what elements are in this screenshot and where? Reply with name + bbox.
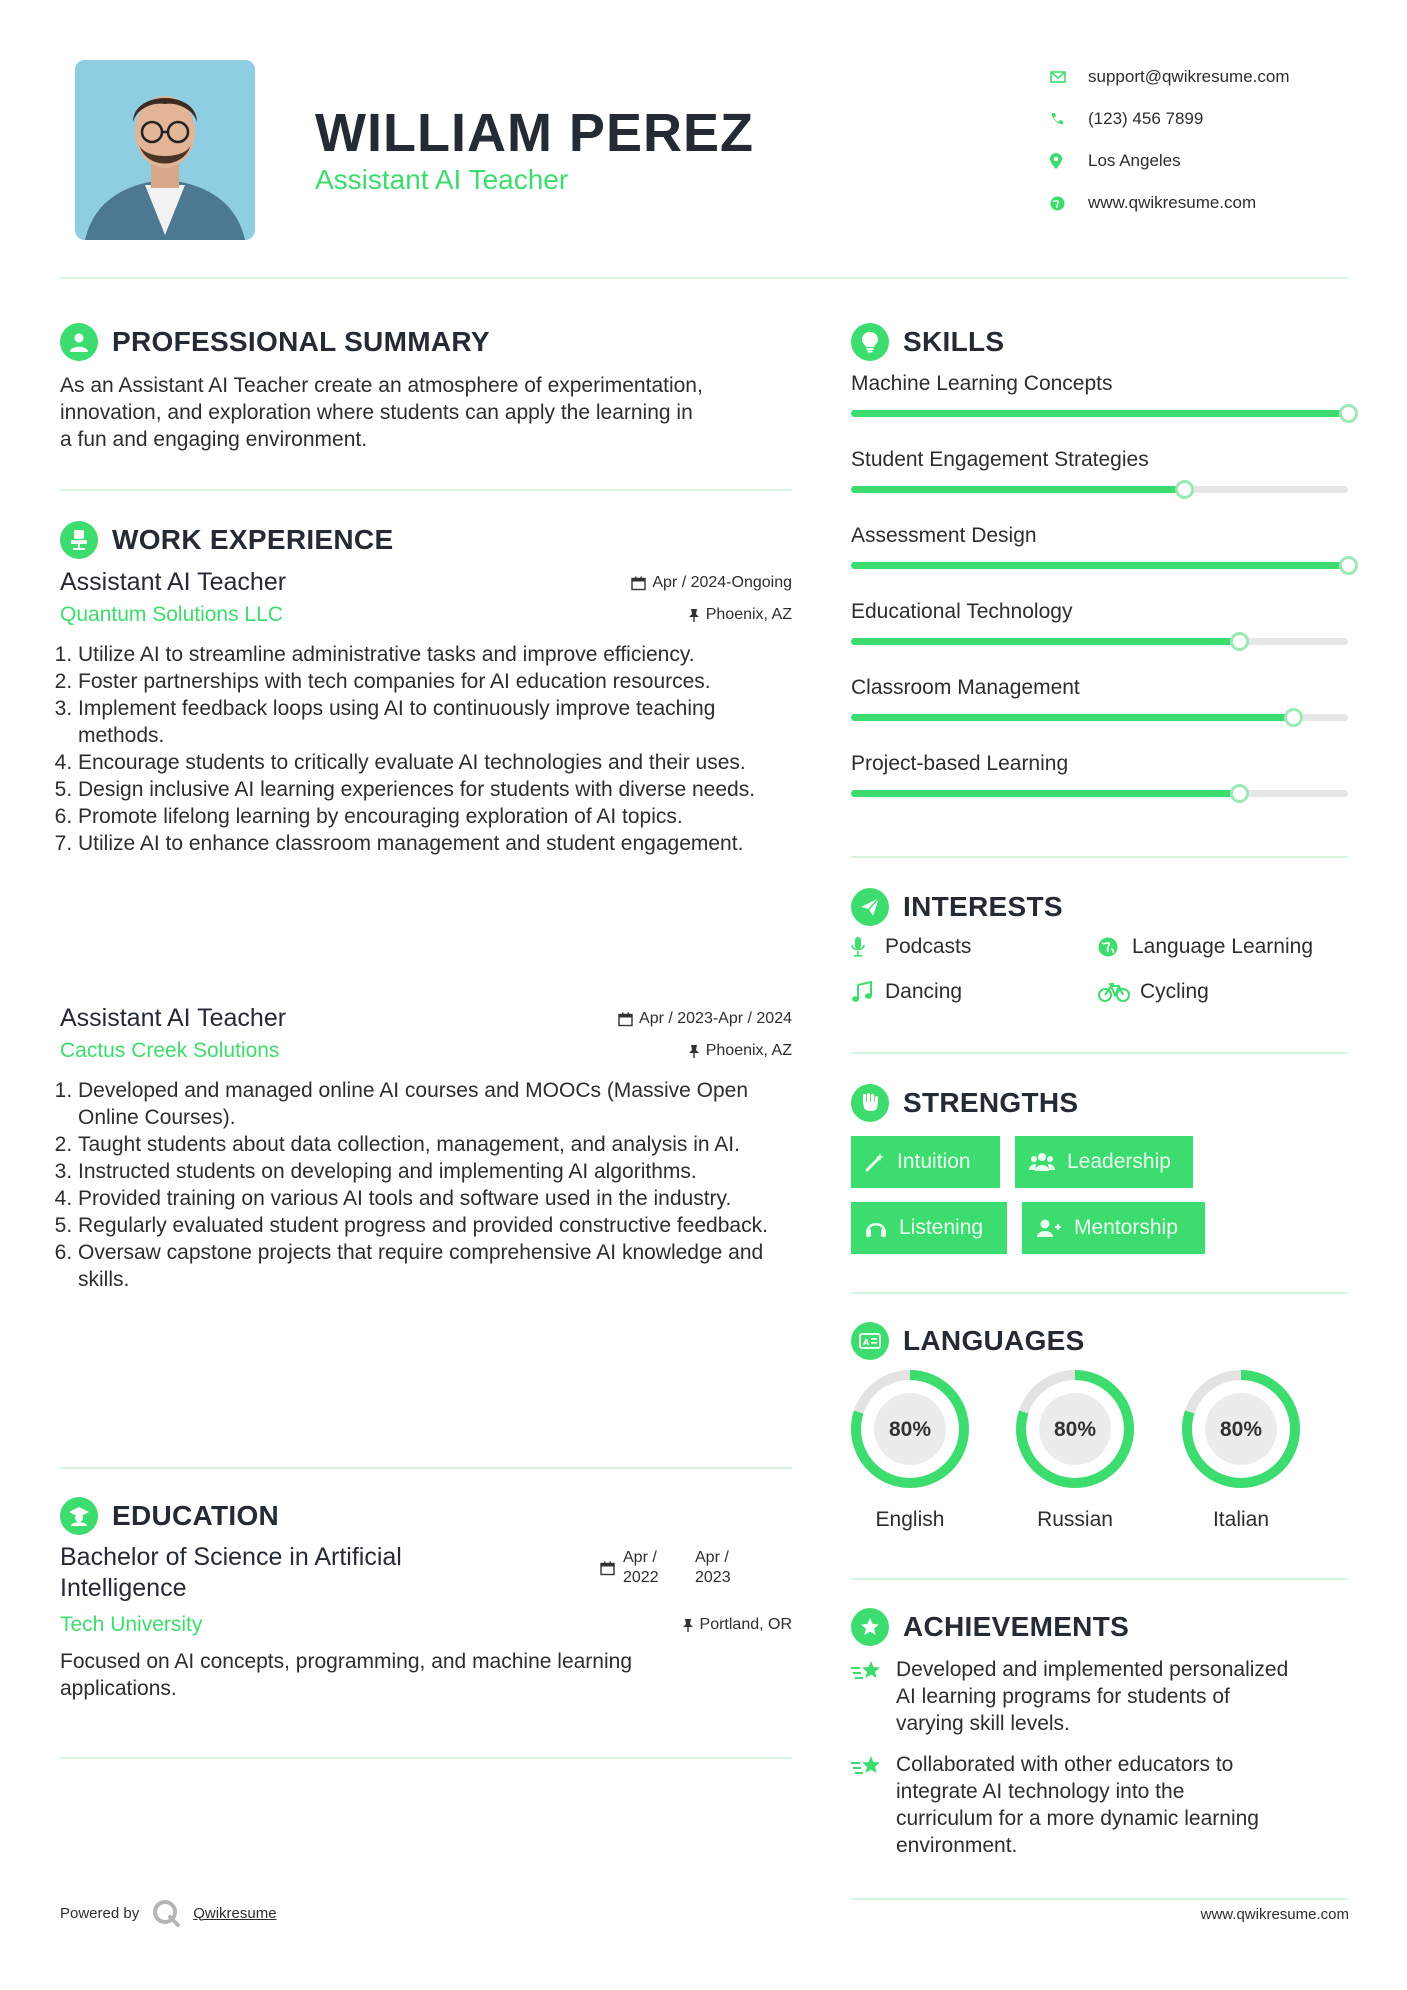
job-duties	[60, 641, 792, 857]
strengths-heading	[851, 1084, 1078, 1122]
achievement-item	[851, 1751, 1351, 1859]
skill-item	[851, 448, 1348, 493]
skill-item	[851, 752, 1348, 797]
skill-fill	[851, 638, 1239, 645]
job-date-text: Apr / 2023-Apr / 2024	[639, 1010, 792, 1027]
shooting-star-icon	[851, 1751, 896, 1859]
language-percent: 80%	[1053, 1418, 1097, 1441]
contact-phone	[1050, 98, 1380, 140]
qwikresume-link[interactable]: Qwikresume	[193, 1904, 277, 1922]
job-location-text: Phoenix, AZ	[705, 1042, 792, 1059]
job-date	[631, 574, 792, 592]
education-dates	[600, 1548, 731, 1588]
strength-chip-listening	[851, 1202, 1007, 1254]
job-entry	[60, 1004, 792, 1293]
interest-label: Podcasts	[885, 935, 972, 958]
language-name: Russian	[1037, 1508, 1113, 1531]
music-note-icon	[851, 981, 879, 1003]
envelope-icon	[1050, 71, 1088, 83]
summary-text	[60, 372, 800, 453]
summary-title: PROFESSIONAL SUMMARY	[112, 326, 490, 357]
list-item: 5. Design inclusive AI learning experiences for students with diverse needs.	[78, 776, 792, 803]
achievements-divider	[851, 1898, 1348, 1900]
job-date-text: Apr / 2024-Ongoing	[652, 574, 792, 591]
strength-label: Mentorship	[1074, 1216, 1178, 1239]
education-location	[682, 1616, 792, 1634]
skill-knob	[1230, 784, 1249, 803]
education-description-line: applications.	[60, 1677, 177, 1700]
svg-text:A: A	[863, 1338, 870, 1347]
work-heading	[60, 521, 393, 559]
pushpin-icon	[688, 608, 700, 623]
skill-knob	[1339, 404, 1358, 423]
interests-divider	[851, 1052, 1348, 1054]
candidate-name: WILLIAM PEREZ	[315, 103, 754, 163]
map-pin-icon	[1050, 153, 1088, 169]
achievement-line: varying skill levels.	[896, 1712, 1070, 1735]
education-end-year: 2023	[695, 1569, 731, 1586]
language-item	[849, 1368, 971, 1532]
skill-fill	[851, 714, 1293, 721]
achievement-text	[896, 1751, 1259, 1859]
language-ring	[1180, 1368, 1302, 1490]
skills-divider	[851, 856, 1348, 858]
avatar-illustration	[75, 60, 255, 240]
interest-language-learning	[1098, 935, 1313, 959]
skill-track	[851, 638, 1348, 645]
summary-divider	[60, 489, 792, 491]
summary-line: As an Assistant AI Teacher create an atmosphere of experimentation,	[60, 374, 703, 397]
skill-fill	[851, 562, 1348, 569]
group-icon	[1029, 1152, 1055, 1172]
skill-knob	[1230, 632, 1249, 651]
job-title: Assistant AI Teacher	[60, 568, 287, 596]
lightbulb-icon	[851, 323, 889, 361]
skill-knob	[1339, 556, 1358, 575]
languages-heading	[851, 1322, 1085, 1360]
skill-item	[851, 600, 1348, 645]
calendar-icon	[600, 1561, 615, 1576]
skill-fill	[851, 790, 1239, 797]
strength-chip-leadership	[1015, 1136, 1193, 1188]
contact-list	[1050, 56, 1380, 224]
interest-dancing	[851, 980, 962, 1004]
graduate-icon	[60, 1497, 98, 1535]
achievement-line: Collaborated with other educators to	[896, 1753, 1234, 1776]
contact-email	[1050, 56, 1380, 98]
strengths-divider	[851, 1292, 1348, 1294]
skill-fill	[851, 410, 1348, 417]
bicycle-icon	[1098, 982, 1134, 1002]
achievement-line: Developed and implemented personalized	[896, 1658, 1289, 1681]
education-school: Tech University	[60, 1613, 203, 1636]
job-title-row	[60, 568, 792, 597]
education-end-month: Apr /	[695, 1549, 729, 1566]
language-percent: 80%	[1219, 1418, 1263, 1441]
skill-track	[851, 410, 1348, 417]
headphones-icon	[865, 1218, 887, 1238]
powered-by-text: Powered by	[60, 1904, 140, 1922]
skill-track	[851, 486, 1348, 493]
education-description	[60, 1648, 792, 1702]
education-description-line: Focused on AI concepts, programming, and machine learning	[60, 1650, 632, 1673]
language-ring	[1014, 1368, 1136, 1490]
skill-item	[851, 524, 1348, 569]
list-item: 1. Utilize AI to streamline administrative tasks and improve efficiency.	[78, 641, 792, 668]
list-item: 2. Foster partnerships with tech companies for AI education resources.	[78, 668, 792, 695]
education-start-month: Apr /	[623, 1549, 657, 1566]
skill-name: Project-based Learning	[851, 752, 1069, 775]
education-start-year: 2022	[623, 1569, 659, 1586]
skill-item	[851, 372, 1348, 417]
achievement-text	[896, 1656, 1288, 1737]
globe-icon	[1098, 937, 1126, 957]
list-item: 4. Encourage students to critically evaluate AI technologies and their uses.	[78, 749, 792, 776]
achievement-line: environment.	[896, 1834, 1018, 1857]
interest-cycling	[1098, 980, 1209, 1004]
magic-wand-icon	[865, 1152, 885, 1172]
globe-icon	[1050, 196, 1088, 211]
chair-icon	[60, 521, 98, 559]
list-item: 5. Regularly evaluated student progress and provided constructive feedback.	[78, 1212, 792, 1239]
education-degree	[60, 1542, 480, 1604]
achievement-line: AI learning programs for students of	[896, 1685, 1230, 1708]
qwikresume-logo-icon	[151, 1898, 181, 1928]
achievement-item	[851, 1656, 1351, 1737]
list-item: 3. Instructed students on developing and implementing AI algorithms.	[78, 1158, 792, 1185]
job-location	[688, 606, 792, 624]
languages-divider	[851, 1578, 1348, 1580]
profile-photo	[75, 60, 255, 240]
phone-icon	[1050, 112, 1088, 126]
skill-item	[851, 676, 1348, 721]
skill-name: Educational Technology	[851, 600, 1073, 623]
contact-location-text: Los Angeles	[1088, 151, 1181, 170]
interest-label: Language Learning	[1132, 935, 1314, 958]
shooting-star-icon	[851, 1656, 896, 1737]
summary-line: a fun and engaging environment.	[60, 428, 368, 451]
skill-name: Classroom Management	[851, 676, 1080, 699]
job-duties	[60, 1077, 792, 1293]
contact-website-text[interactable]: www.qwikresume.com	[1088, 193, 1257, 212]
language-ring	[849, 1368, 971, 1490]
skill-name: Machine Learning Concepts	[851, 372, 1113, 395]
microphone-icon	[851, 936, 879, 958]
list-item: 6. Oversaw capstone projects that require comprehensive AI knowledge and skills.	[78, 1239, 792, 1293]
language-name: English	[875, 1508, 945, 1531]
candidate-role: Assistant AI Teacher	[315, 164, 569, 195]
list-item: 1. Developed and managed online AI courses and MOOCs (Massive Open Online Courses).	[78, 1077, 792, 1131]
paper-plane-icon	[851, 888, 889, 926]
achievement-line: curriculum for a more dynamic learning	[896, 1807, 1259, 1830]
achievements-title: ACHIEVEMENTS	[903, 1611, 1130, 1642]
job-company-row	[60, 603, 792, 627]
contact-email-text[interactable]: support@qwikresume.com	[1088, 67, 1290, 86]
job-date	[618, 1010, 792, 1028]
education-start	[623, 1548, 679, 1588]
footer-powered-by	[60, 1898, 277, 1928]
skill-name: Student Engagement Strategies	[851, 448, 1149, 471]
strength-chip-mentorship	[1022, 1202, 1205, 1254]
skills-title: SKILLS	[903, 326, 1005, 357]
achievement-line: integrate AI technology into the	[896, 1780, 1185, 1803]
education-location-text: Portland, OR	[699, 1616, 792, 1633]
footer-website[interactable]: www.qwikresume.com	[1200, 1906, 1349, 1923]
job-location-text: Phoenix, AZ	[705, 606, 792, 623]
skill-track	[851, 714, 1348, 721]
strength-label: Intuition	[897, 1150, 971, 1173]
calendar-icon	[618, 1012, 633, 1027]
raised-fist-icon	[851, 1084, 889, 1122]
job-entry	[60, 568, 792, 857]
language-item	[1180, 1368, 1302, 1532]
skill-track	[851, 562, 1348, 569]
summary-line: innovation, and exploration where students can apply the learning in	[60, 401, 693, 424]
list-item: 7. Utilize AI to enhance classroom management and student engagement.	[78, 830, 792, 857]
job-location	[688, 1042, 792, 1060]
job-company: Quantum Solutions LLC	[60, 603, 283, 626]
strength-label: Listening	[899, 1216, 984, 1239]
education-title: EDUCATION	[112, 1500, 280, 1531]
pushpin-icon	[688, 1044, 700, 1059]
strength-chip-intuition	[851, 1136, 1000, 1188]
language-card-icon	[851, 1322, 889, 1360]
skill-fill	[851, 486, 1184, 493]
interest-label: Dancing	[885, 980, 963, 1003]
job-title: Assistant AI Teacher	[60, 1004, 287, 1032]
skills-heading	[851, 323, 1004, 361]
contact-website	[1050, 182, 1380, 224]
education-end	[695, 1548, 731, 1588]
education-divider	[60, 1757, 792, 1759]
list-item: 6. Promote lifelong learning by encouraging exploration of AI topics.	[78, 803, 792, 830]
job-title-row	[60, 1004, 792, 1033]
work-title: WORK EXPERIENCE	[112, 524, 394, 555]
interests-heading	[851, 888, 1063, 926]
achievements-heading	[851, 1608, 1129, 1646]
interest-podcasts	[851, 935, 971, 959]
work-divider	[60, 1467, 792, 1469]
strengths-title: STRENGTHS	[903, 1087, 1079, 1118]
skill-knob	[1175, 480, 1194, 499]
skill-knob	[1284, 708, 1303, 727]
contact-location	[1050, 140, 1380, 182]
user-plus-icon	[1036, 1218, 1062, 1238]
education-degree-line: Intelligence	[60, 1574, 187, 1602]
language-item	[1014, 1368, 1136, 1532]
language-percent: 80%	[888, 1418, 932, 1441]
header-divider	[60, 277, 1348, 279]
job-company-row	[60, 1039, 792, 1063]
job-company: Cactus Creek Solutions	[60, 1039, 280, 1062]
contact-phone-text: (123) 456 7899	[1088, 109, 1204, 128]
strength-label: Leadership	[1067, 1150, 1171, 1173]
star-badge-icon	[851, 1608, 889, 1646]
calendar-icon	[631, 576, 646, 591]
education-heading	[60, 1497, 279, 1535]
list-item: 3. Implement feedback loops using AI to continuously improve teaching methods.	[78, 695, 792, 749]
interest-label: Cycling	[1140, 980, 1209, 1003]
skill-track	[851, 790, 1348, 797]
pushpin-icon	[682, 1618, 694, 1633]
summary-heading	[60, 323, 490, 361]
interests-title: INTERESTS	[903, 891, 1063, 922]
language-name: Italian	[1212, 1508, 1270, 1531]
education-degree-line: Bachelor of Science in Artificial	[60, 1543, 402, 1571]
user-icon	[60, 323, 98, 361]
list-item: 4. Provided training on various AI tools and software used in the industry.	[78, 1185, 792, 1212]
skill-name: Assessment Design	[851, 524, 1037, 547]
list-item: 2. Taught students about data collection, management, and analysis in AI.	[78, 1131, 792, 1158]
languages-title: LANGUAGES	[903, 1325, 1085, 1356]
